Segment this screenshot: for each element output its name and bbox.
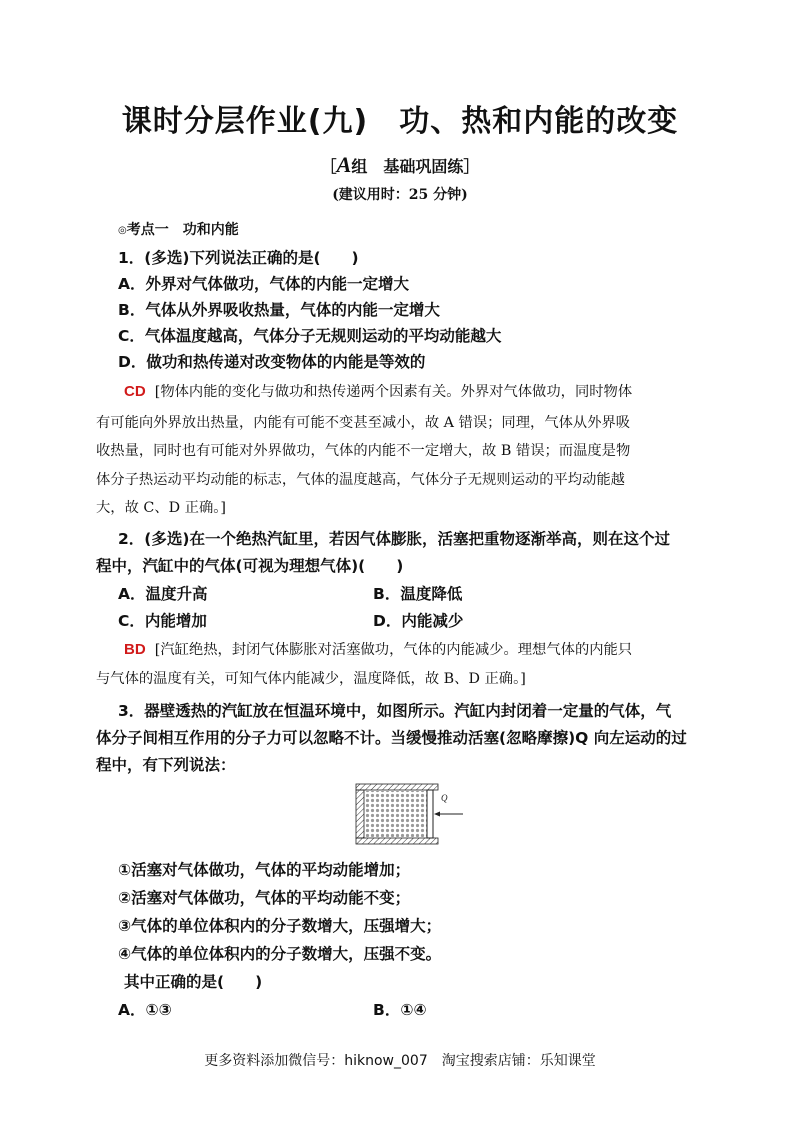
- q1-option-c: C．气体温度越高，气体分子无规则运动的平均动能越大: [118, 327, 502, 345]
- q1-explanation-3: 收热量，同时也有可能对外界做功，气体的内能不一定增大，故 B 错误；而温度是物: [96, 443, 631, 459]
- q2-option-a: A．温度升高: [118, 585, 208, 603]
- q2-option-d: D．内能减少: [373, 612, 464, 630]
- q3-statement-2: ②活塞对气体做功，气体的平均动能不变；: [118, 889, 411, 907]
- q2-answer-key: BD: [124, 641, 146, 658]
- q2-option-c: C．内能增加: [118, 612, 207, 630]
- q2-answer-line-1: [124, 639, 632, 659]
- q2-stem-1: 2．(多选)在一个绝热汽缸里，若因气体膨胀，活塞把重物逐渐举高，则在这个过: [118, 530, 670, 548]
- q1-explanation-4: 体分子热运动平均动能的标志，气体的温度越高，气体分子无规则运动的平均动能越: [96, 472, 625, 488]
- q1-answer-line-1: [124, 381, 632, 401]
- push-arrow-head: [434, 812, 440, 817]
- gas-region: [365, 791, 427, 837]
- cylinder-diagram: [355, 783, 465, 845]
- q1-explanation-2: 有可能向外界放出热量，内能有可能不变甚至减小，故 A 错误；同理，气体从外界吸: [96, 415, 631, 431]
- section-heading: [118, 219, 239, 239]
- q3-stem-2: 体分子间相互作用的分子力可以忽略不计。当缓慢推动活塞(忽略摩擦)Q 向左运动的过: [96, 729, 687, 747]
- q3-prompt: 其中正确的是( ): [124, 973, 263, 991]
- q3-stem-3: 程中，有下列说法：: [96, 756, 236, 774]
- cylinder-left-wall: [356, 790, 364, 838]
- group-bracket-open: ［: [320, 157, 337, 176]
- q1-option-d: D．做功和热传递对改变物体的内能是等效的: [118, 353, 426, 371]
- q3-option-a: A．①③: [118, 1001, 172, 1019]
- q2-stem-2: 程中，汽缸中的气体(可视为理想气体)( ): [96, 557, 404, 575]
- q1-stem: 1．(多选)下列说法正确的是( ): [118, 249, 359, 267]
- q3-statement-3: ③气体的单位体积内的分子数增大，压强增大；: [118, 917, 442, 935]
- cylinder-figure: [355, 783, 465, 849]
- piston-label: Q: [441, 793, 448, 803]
- time-note: (建议用时：25 分钟): [332, 187, 468, 203]
- cylinder-bottom-wall: [356, 838, 438, 844]
- q3-statement-4: ④气体的单位体积内的分子数增大，压强不变。: [118, 945, 442, 963]
- q1-option-b: B．气体从外界吸收热量，气体的内能一定增大: [118, 301, 440, 319]
- group-bracket-close: ］: [463, 157, 480, 176]
- piston-q: [427, 790, 433, 838]
- q2-option-b: B．温度降低: [373, 585, 463, 603]
- q1-answer-key: CD: [124, 383, 146, 400]
- section-label: 考点一 功和内能: [126, 222, 239, 238]
- q1-option-a: A．外界对气体做功，气体的内能一定增大: [118, 275, 409, 293]
- q2-explanation-2: 与气体的温度有关，可知气体内能减少，温度降低，故 B、D 正确。]: [96, 671, 526, 687]
- page-title: 课时分层作业(九) 功、热和内能的改变: [121, 104, 679, 139]
- q2-explanation-1: [汽缸绝热，封闭气体膨胀对活塞做功，气体的内能减少。理想气体的内能只: [154, 642, 633, 658]
- page-footer: 更多资料添加微信号：hiknow_007 淘宝搜索店铺：乐知课堂: [204, 1053, 596, 1069]
- section-mark-icon: ◎: [118, 225, 127, 236]
- q1-explanation-5: 大，故 C、D 正确。]: [96, 500, 226, 516]
- q1-explanation-1: [物体内能的变化与做功和热传递两个因素有关。外界对气体做功，同时物体: [154, 384, 633, 400]
- group-letter: A: [336, 152, 352, 177]
- group-label: 组 基础巩固练: [351, 157, 464, 176]
- q3-option-b: B．①④: [373, 1001, 427, 1019]
- q3-stem-1: 3．器壁透热的汽缸放在恒温环境中，如图所示。汽缸内封闭着一定量的气体，气: [118, 702, 672, 720]
- cylinder-top-wall: [356, 784, 438, 790]
- q3-statement-1: ①活塞对气体做功，气体的平均动能增加；: [118, 861, 411, 879]
- group-header: [0, 152, 800, 178]
